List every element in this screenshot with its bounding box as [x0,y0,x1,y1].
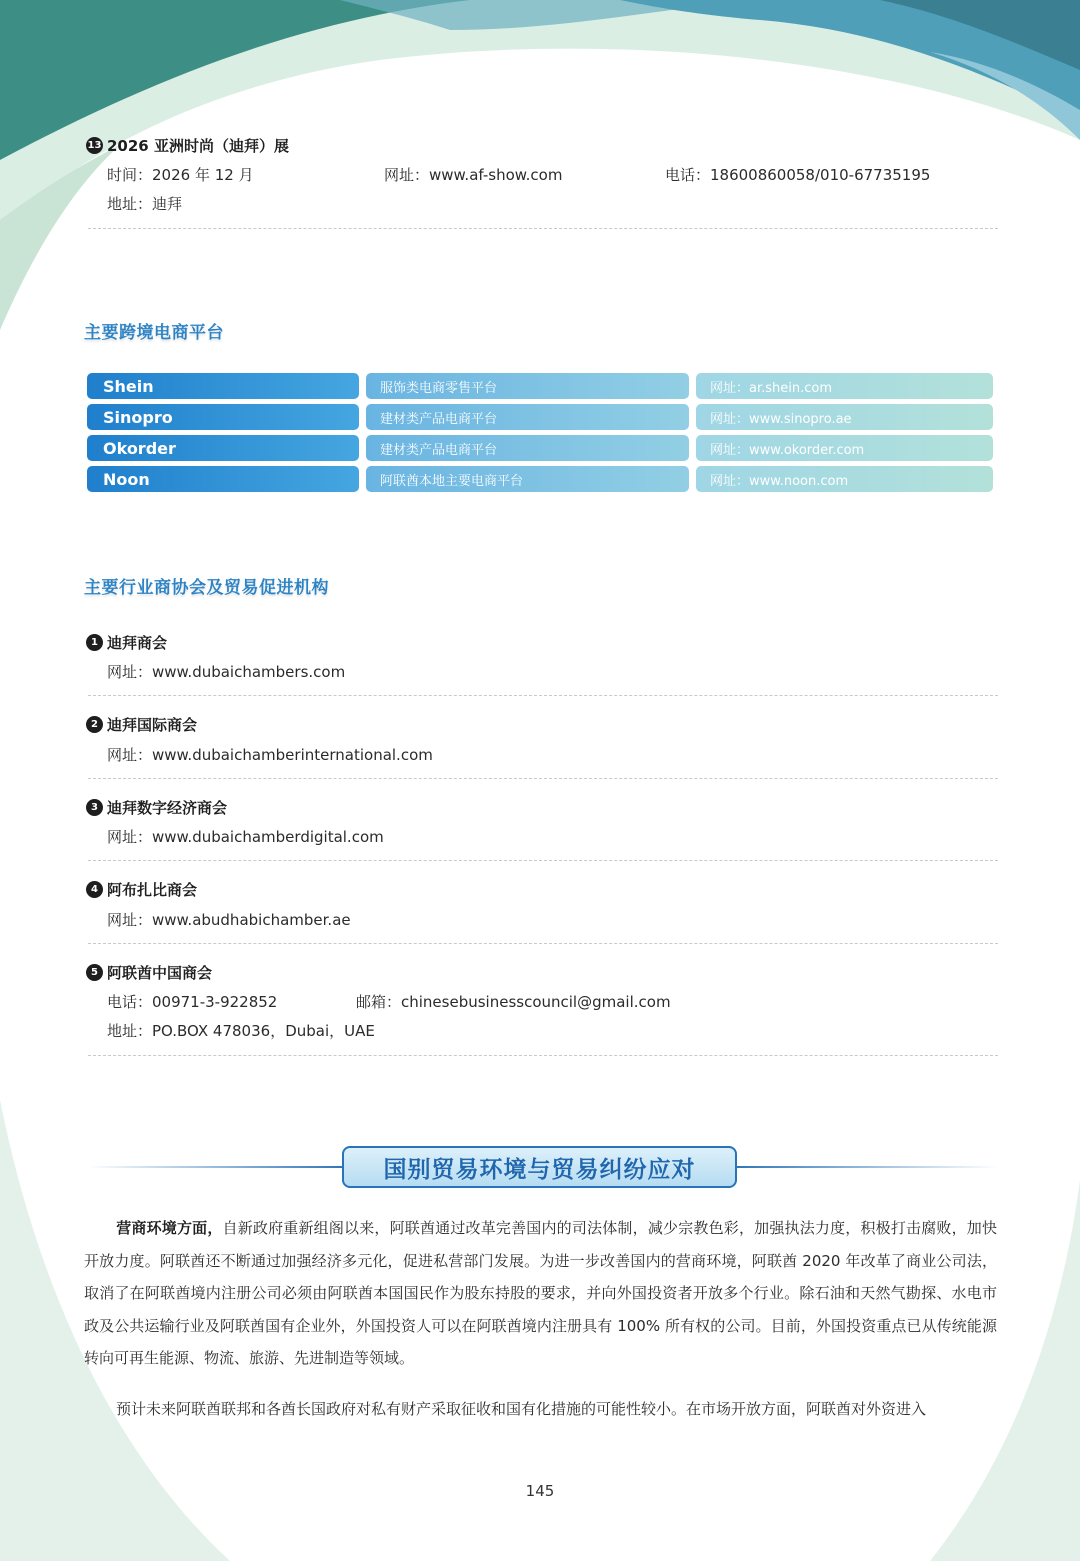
exhibition-phone: 电话：18600860058/010-67735195 [665,166,931,184]
association-address: 地址：PO.BOX 478036，Dubai，UAE [107,1022,375,1040]
divider [88,778,998,779]
platform-description: 建材类产品电商平台 [366,435,689,461]
association-title [86,714,197,735]
number-badge: 1 [86,634,103,651]
exhibition-address: 地址：迪拜 [107,195,183,213]
section-banner: 国别贸易环境与贸易纠纷应对 [342,1146,737,1188]
association-website: 网址：www.dubaichamberinternational.com [107,746,433,764]
paragraph-text: 自新政府重新组阁以来，阿联酋通过改革完善国内的司法体制，减少宗教色彩，加强执法力度，积极打击腐败，加快开放力度。阿联酋还不断通过加强经济多元化，促进私营部门发展。为进一步改善国内的营商环境，阿联酋 2020 年改革了商业公司法，取消了在阿联酋境内注册公司必须由阿联酋本国国民作为股东持股的要求，并向外国投资者开放多个行业。除石油和天然气勘探、水电市政及公共运输行业及阿联酋国有企业外，外国投资人可以在阿联酋境内注册具有 100% 所有权的公司。目前，外国投资重点已从传统能源转向可再生能源、物流、旅游、先进制造等领域。 [84,1219,997,1367]
association-website: 网址：www.dubaichambers.com [107,663,346,681]
association-name: 阿布扎比商会 [107,881,198,899]
platform-row [87,435,993,461]
divider [88,943,998,944]
platform-name: Noon [87,466,359,492]
number-badge: 2 [86,716,103,733]
exhibition-time: 时间：2026 年 12 月 [107,166,254,184]
number-badge: 3 [86,799,103,816]
association-website: 网址：www.abudhabichamber.ae [107,911,351,929]
platform-url: 网址：www.okorder.com [696,435,993,461]
banner-rule-right [736,1166,998,1168]
platform-url: 网址：www.noon.com [696,466,993,492]
page-number: 145 [525,1482,555,1500]
body-paragraph [84,1212,997,1375]
platform-url: 网址：ar.shein.com [696,373,993,399]
association-title [86,879,197,900]
platform-url: 网址：www.sinopro.ae [696,404,993,430]
divider [88,228,998,229]
association-website: 网址：www.dubaichamberdigital.com [107,828,384,846]
platform-description: 建材类产品电商平台 [366,404,689,430]
association-phone: 电话：00971-3-922852 [107,993,278,1011]
divider [88,695,998,696]
platform-row [87,466,993,492]
platform-row [87,404,993,430]
divider [88,860,998,861]
association-name: 迪拜国际商会 [107,716,198,734]
divider [88,1055,998,1056]
exhibition-title [86,135,289,156]
association-title [86,962,212,983]
exhibition-website: 网址：www.af-show.com [384,166,563,184]
number-badge: 4 [86,881,103,898]
platform-name: Sinopro [87,404,359,430]
platform-name: Shein [87,373,359,399]
number-badge: 13 [86,137,103,154]
platform-description: 服饰类电商零售平台 [366,373,689,399]
association-name: 迪拜商会 [107,634,168,652]
banner-rule-left [88,1166,344,1168]
platform-row [87,373,993,399]
body-paragraph [84,1393,997,1426]
exhibition-name: 2026 亚洲时尚（迪拜）展 [107,137,289,155]
platform-description: 阿联酋本地主要电商平台 [366,466,689,492]
association-name: 阿联酋中国商会 [107,964,213,982]
association-title [86,797,227,818]
associations-section-title: 主要行业商协会及贸易促进机构 [84,578,329,598]
association-title [86,632,167,653]
paragraph-lead: 营商环境方面， [116,1219,223,1237]
paragraph-text: 预计未来阿联酋联邦和各酋长国政府对私有财产采取征收和国有化措施的可能性较小。在市场开放方面，阿联酋对外资进入 [116,1400,927,1418]
platforms-section-title: 主要跨境电商平台 [84,323,224,343]
association-name: 迪拜数字经济商会 [107,799,228,817]
association-email: 邮箱：chinesebusinesscouncil@gmail.com [356,993,671,1011]
number-badge: 5 [86,964,103,981]
platform-name: Okorder [87,435,359,461]
